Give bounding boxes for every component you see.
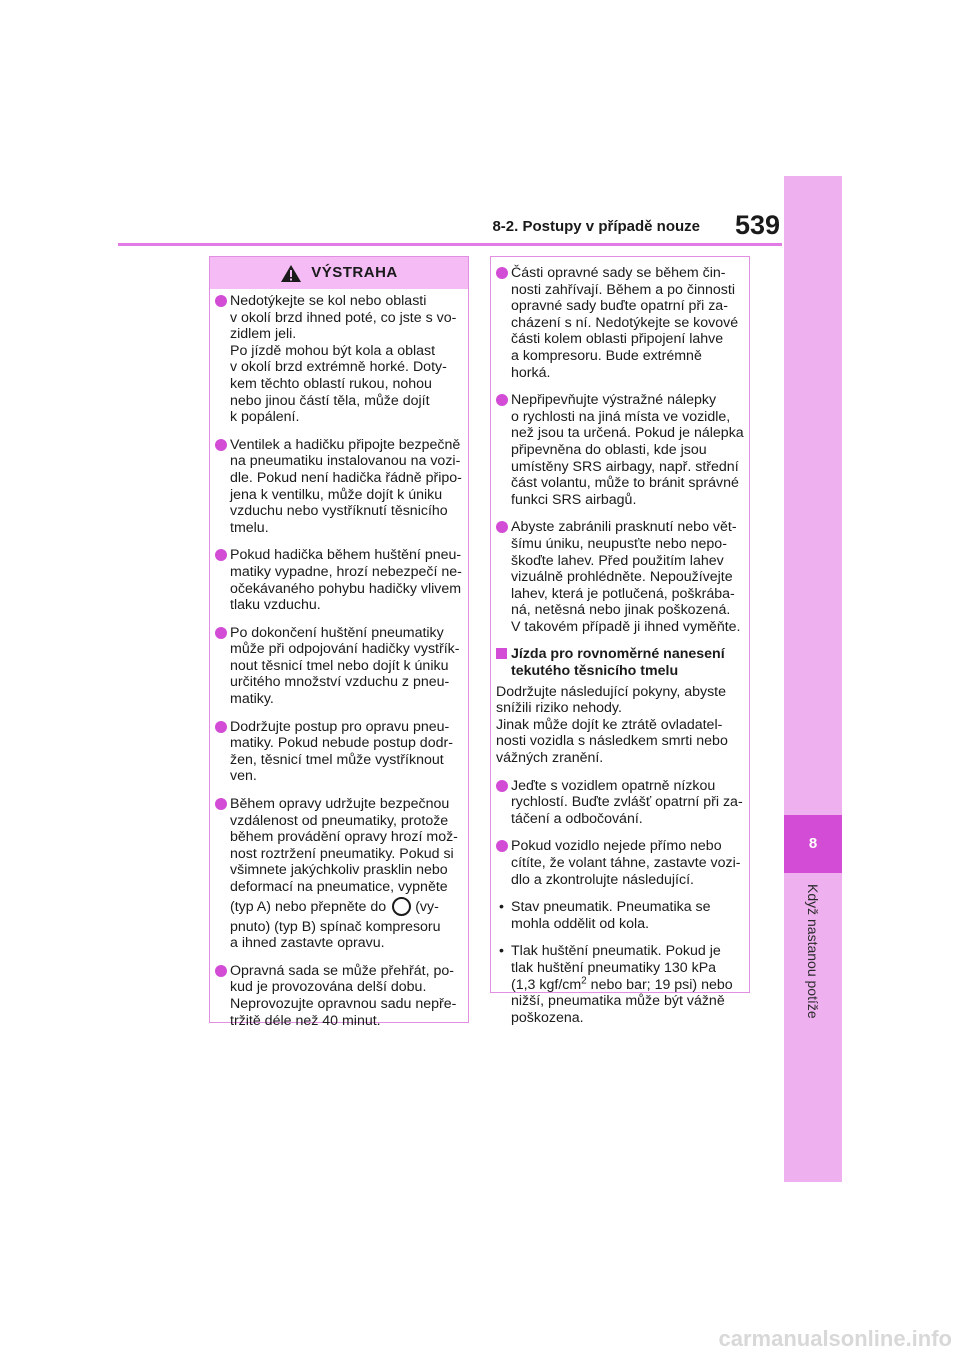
caution-item-text: Abyste zabránili prasknutí nebo vět- šímu úniku, neupusťte nebo nepo- škoďte lahev. Před použitím lahev vizuálně prohlédněte. Nepoužívejte lahev, která je potlučená, poškrába- ná, netěsná nebo jinak poškozená. V takovém případě ji ihned vyměňte. [511, 519, 741, 635]
check-item [496, 899, 744, 932]
square-bullet-icon [496, 648, 507, 659]
warning-item-text: pnuto) (typ B) spínač kompresoru a ihned zastavte opravu. [230, 918, 441, 952]
subheading [496, 646, 744, 679]
caution-item-text: Jeďte s vozidlem opatrně nízkou rychlostí. Buďte zvlášť opatrní při za- táčení a odbočování. [511, 777, 743, 827]
check-item [496, 943, 744, 1026]
bullet-dot-icon [215, 721, 227, 733]
warning-item [215, 437, 463, 537]
bullet-dot-icon [215, 549, 227, 561]
warning-body [210, 289, 468, 1029]
bullet-dot-icon [496, 267, 508, 279]
section-title: 8-2. Postupy v případě nouze [492, 218, 700, 235]
warning-header [210, 257, 468, 289]
watermark: carmanualsonline.info [718, 1326, 952, 1351]
bullet-point-icon: • [499, 899, 504, 916]
warning-item-text: Nedotýkejte se kol nebo oblasti v okolí brzd ihned poté, co jste s vo- zidlem jeli. Po jízdě mohou být kola a oblast v okolí brzd extrémně horké. Doty- kem těchto oblastí rukou, nohou nebo jinou částí těla, může dojít k popálení. [230, 293, 457, 426]
superscript: 2 [581, 974, 587, 986]
warning-item [215, 547, 463, 613]
caution-item [496, 392, 744, 508]
warning-item-text-fragment: (typ A) nebo přepněte do [230, 898, 387, 915]
warning-box [209, 256, 469, 1029]
caution-box [490, 256, 750, 1026]
caution-item [496, 519, 744, 635]
bullet-dot-icon [496, 780, 508, 792]
bullet-dot-icon [496, 394, 508, 406]
caution-item-text: Části opravné sady se během čin- nosti zahřívají. Během a po činnosti opravné sady buďte opatrní při za- cházení s ní. Nedotýkejte se kovové části kolem oblasti připojení lahve a kompresoru. Bude extrémně horká. [511, 265, 739, 381]
bullet-dot-icon [215, 965, 227, 977]
bullet-dot-icon [215, 439, 227, 451]
warning-item-text: Ventilek a hadičku připojte bezpečně na pneumatiku instalovanou na vozi- dle. Pokud není hadička řádně připo- jena k ventilku, může dojít k úniku vzduchu nebo vystříknutí těsnicího tmelu. [230, 436, 462, 536]
check-item-text: Stav pneumatik. Pneumatika se mohla oddělit od kola. [511, 899, 711, 932]
warning-item-text-fragment: (vy- [415, 898, 439, 915]
subheading-text: Jízda pro rovnoměrné nanesení tekutého těsnicího tmelu [511, 646, 725, 680]
header-rule [118, 243, 782, 246]
chapter-label-text: Když nastanou potíže [805, 884, 821, 1019]
off-position-circle-icon [392, 897, 411, 916]
warning-item-text: Po dokončení huštění pneumatiky může při odpojování hadičky vystřík- nout těsnicí tmel nebo dojít k úniku určitého množství vzduchu z pneu- matiky. [230, 624, 460, 708]
caution-item-text: Pokud vozidlo nejede přímo nebo cítíte, že volant táhne, zastavte vozi- dlo a zkontrolujte následující. [511, 838, 741, 888]
check-item-text-fragment: Tlak huštění pneumatik. Pokud je tlak huštění pneumatiky 130 kPa (1,3 kgf/cm [511, 943, 721, 993]
caution-item [496, 838, 744, 888]
warning-title: VÝSTRAHA [311, 263, 398, 281]
warning-item [215, 963, 463, 1029]
warning-item-text: Opravná sada se může přehřát, po- kud je provozována delší dobu. Neprovozujte opravnou sadu nepře- tržitě déle než 40 minut. [230, 962, 457, 1029]
caution-item [496, 778, 744, 828]
page-number: 539 [734, 210, 780, 240]
bullet-dot-icon [215, 798, 227, 810]
bullet-dot-icon [215, 295, 227, 307]
warning-item-text: Během opravy udržujte bezpečnou vzdálenost od pneumatiky, protože během provádění opravy hrozí mož- nost roztržení pneumatiky. Pokud si všimnete jakýchkoliv prasklin nebo deformací na pneumatice, vypněte [230, 796, 458, 895]
warning-item [215, 796, 463, 952]
warning-item-text: Pokud hadička během huštění pneu- matiky vypadne, hrozí nebezpečí ne- očekávaného pohybu hadičky vlivem tlaku vzduchu. [230, 547, 462, 614]
check-item-text [511, 943, 744, 1026]
warning-item-text-line [230, 896, 463, 919]
warning-item-text: Dodržujte postup pro opravu pneu- matiky. Pokud nebude postup dodr- žen, těsnicí tmel může vystříknout ven. [230, 718, 453, 785]
bullet-dot-icon [496, 840, 508, 852]
caution-item-text: Nepřipevňujte výstražné nálepky o rychlosti na jiná místa ve vozidle, než jsou ta určená. Pokud je nálepka připevněna do oblasti, kde jsou umístěny SRS airbagy, např. střední část volantu, může to bránit správné funkci SRS airbagů. [511, 392, 744, 508]
paragraph: Dodržujte následující pokyny, abyste snížili riziko nehody. Jinak může dojít ke ztrátě ovladatel- nosti vozidla s následkem smrti nebo vážných zranění. [496, 683, 728, 767]
warning-item [215, 719, 463, 785]
caution-item [496, 265, 744, 381]
warning-triangle-icon [280, 264, 302, 283]
bullet-point-icon: • [499, 943, 504, 960]
warning-item [215, 625, 463, 708]
bullet-dot-icon [215, 627, 227, 639]
chapter-label [784, 884, 842, 1104]
warning-item [215, 293, 463, 426]
chapter-number: 8 [784, 815, 842, 873]
bullet-dot-icon [496, 521, 508, 533]
check-item-text-fragment: nebo bar; 19 psi) nebo nižší, pneumatika může být vážně poškozena. [511, 976, 733, 1026]
